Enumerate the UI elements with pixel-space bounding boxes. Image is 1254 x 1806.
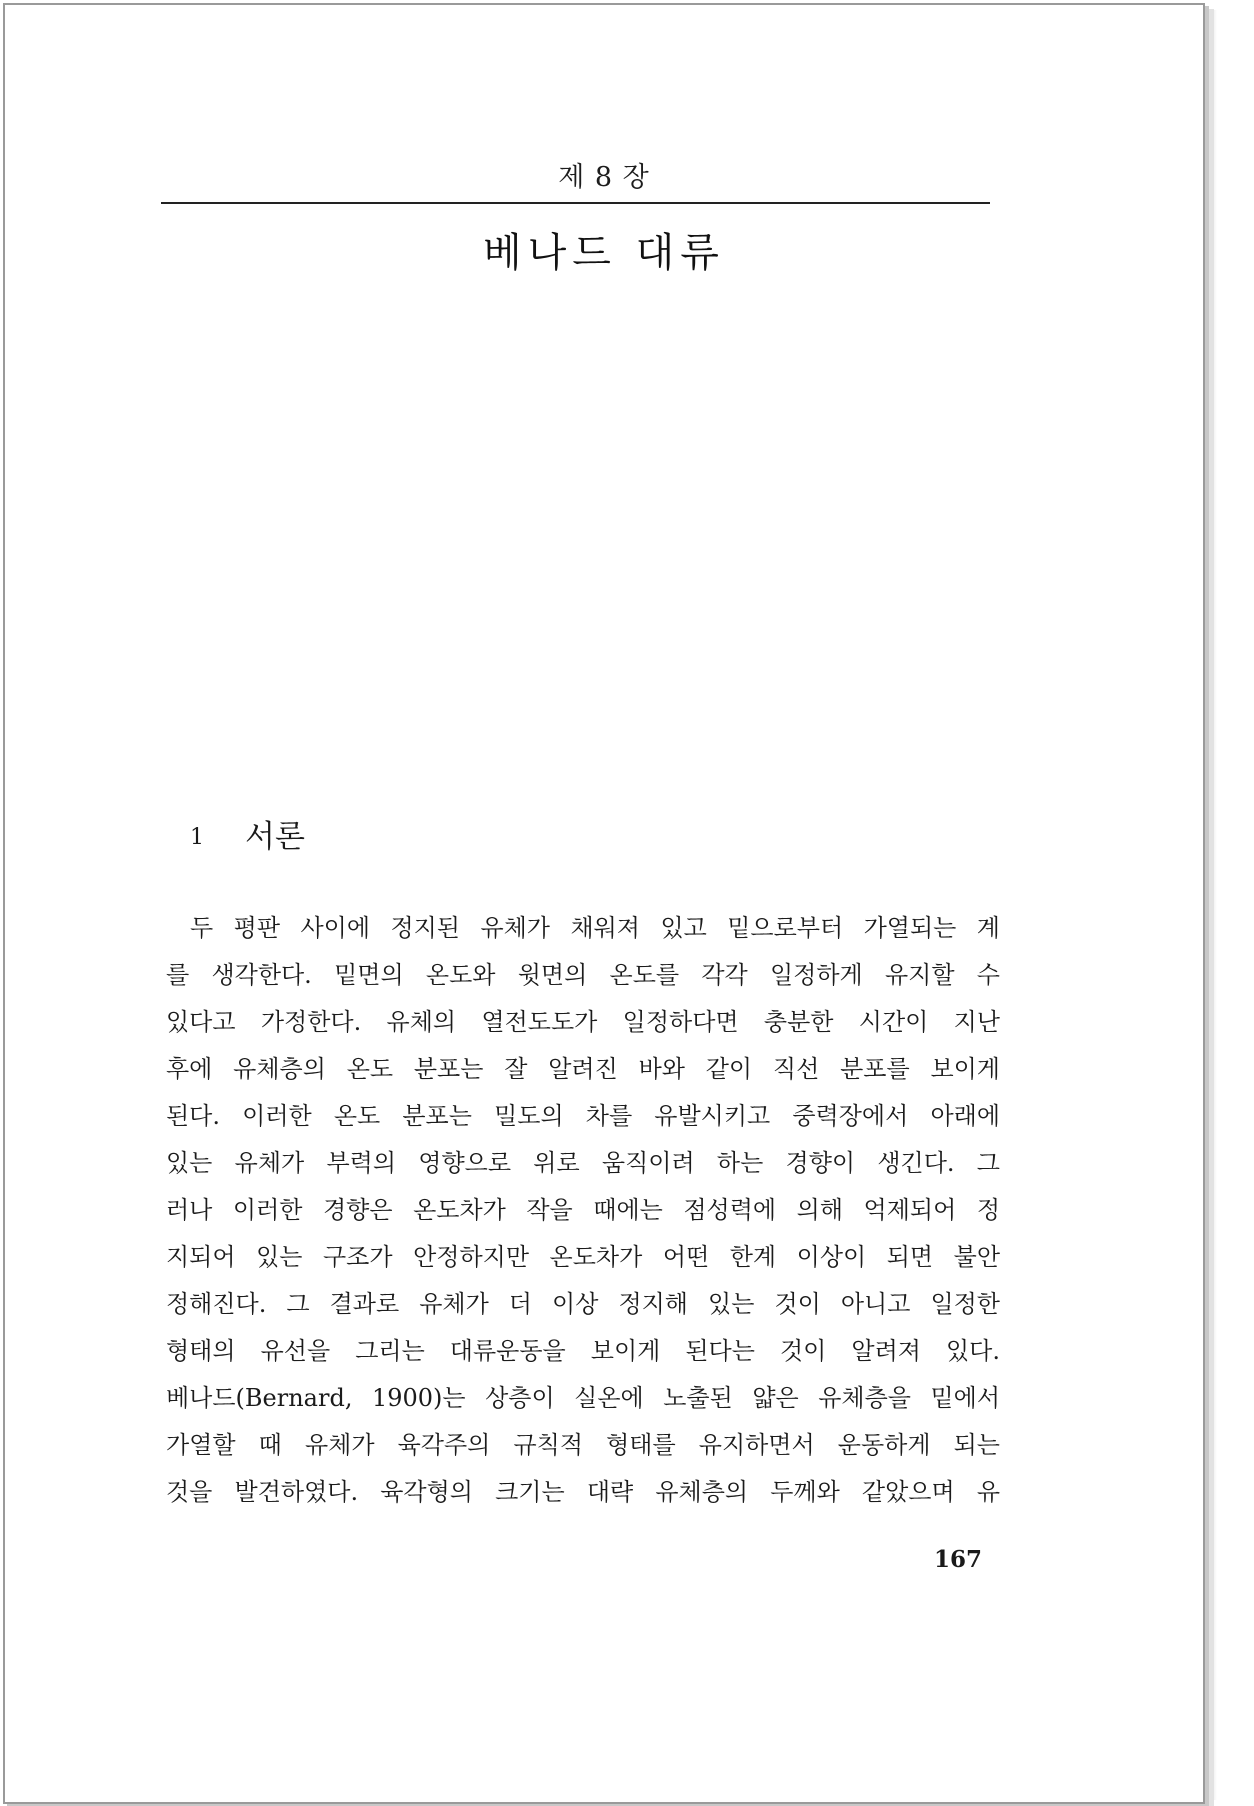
chapter-label: 제 8 장 xyxy=(558,162,650,193)
body-line: 후에 유체층의 온도 분포는 잘 알려진 바와 같이 직선 분포를 보이게 xyxy=(166,1055,1000,1083)
body-line: 있다고 가정한다. 유체의 열전도도가 일정하다면 충분한 시간이 지난 xyxy=(166,1008,1000,1036)
body-line: 지되어 있는 구조가 안정하지만 온도차가 어떤 한계 이상이 되면 불안 xyxy=(166,1243,1000,1271)
section-title: 서론 xyxy=(245,819,305,855)
body-line: 를 생각한다. 밑면의 온도와 윗면의 온도를 각각 일정하게 유지할 수 xyxy=(166,961,1000,989)
body-line: 정해진다. 그 결과로 유체가 더 이상 정지해 있는 것이 아니고 일정한 xyxy=(166,1290,1000,1318)
page-number: 167 xyxy=(934,1546,983,1573)
body-line: 것을 발견하였다. 육각형의 크기는 대략 유체층의 두께와 같았으며 유 xyxy=(166,1478,1000,1506)
body-line: 있는 유체가 부력의 영향으로 위로 움직이려 하는 경향이 생긴다. 그 xyxy=(166,1149,1000,1177)
section-number: 1 xyxy=(190,825,204,850)
chapter-title: 베나드 대류 xyxy=(483,230,725,276)
page-edge-shadow xyxy=(1203,10,1217,1800)
body-line: 러나 이러한 경향은 온도차가 작을 때에는 점성력에 의해 억제되어 정 xyxy=(166,1196,1000,1224)
body-line: 두 평판 사이에 정지된 유체가 채워져 있고 밑으로부터 가열되는 계 xyxy=(190,914,1000,942)
book-page xyxy=(3,3,1205,1804)
chapter-divider xyxy=(161,202,990,204)
body-paragraph xyxy=(166,905,1000,1516)
body-line: 가열할 때 유체가 육각주의 규칙적 형태를 유지하면서 운동하게 되는 xyxy=(166,1431,1000,1459)
body-line: 형태의 유선을 그리는 대류운동을 보이게 된다는 것이 알려져 있다. xyxy=(166,1337,1000,1365)
section-heading xyxy=(190,811,305,856)
body-line: 베나드(Bernard, 1900)는 상층이 실온에 노출된 얇은 유체층을 밑에서 xyxy=(166,1384,1000,1412)
body-line: 된다. 이러한 온도 분포는 밀도의 차를 유발시키고 중력장에서 아래에 xyxy=(166,1102,1000,1130)
